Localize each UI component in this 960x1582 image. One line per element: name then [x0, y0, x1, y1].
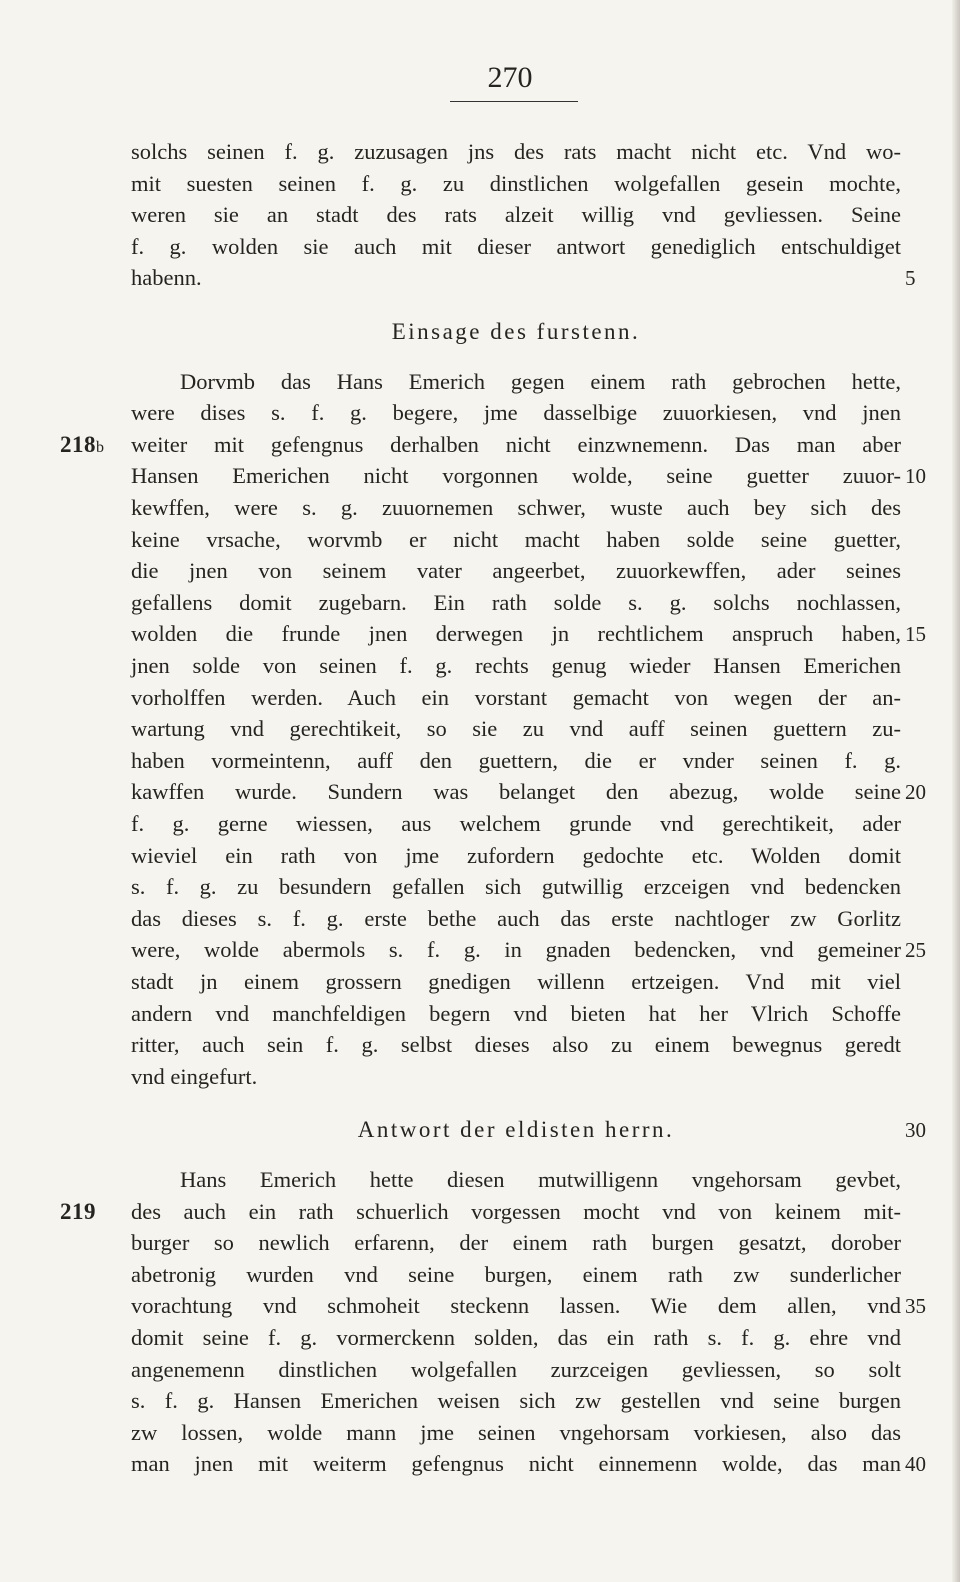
text-line: were, wolde abermols s. f. g. in gnaden bedencken, vnd gemeiner: [131, 937, 901, 963]
text-line: zw lossen, wolde mann jme seinen vngehorsam vorkiesen, also das: [131, 1419, 901, 1445]
text-line: andern vnd manchfeldigen begern vnd bieten hat her Vlrich Schoffe: [131, 1000, 901, 1026]
line-number: 20: [905, 780, 926, 805]
text-line: vnd eingefurt.: [131, 1063, 258, 1089]
text-line: s. f. g. Hansen Emerichen weisen sich zw gestellen vnd seine burgen: [131, 1388, 901, 1414]
text-line: f. g. wolden sie auch mit dieser antwort genediglich entschuldiget: [131, 233, 901, 259]
folio-suffix: b: [96, 438, 105, 456]
text-line: die jnen von seinem vater angeerbet, zuuorkewffen, ader seines: [131, 558, 901, 584]
text-line: man jnen mit weiterm gefengnus nicht einnemenn wolde, das man: [131, 1451, 901, 1477]
text-line: haben vormeintenn, auff den guettern, die er vnder seinen f. g.: [131, 747, 901, 773]
text-line: Hansen Emerichen nicht vorgonnen wolde, seine guetter zuuor-: [131, 463, 901, 489]
section-heading: Antwort der eldisten herrn.: [357, 1117, 675, 1143]
text-line: vorachtung vnd schmoheit steckenn lassen. Wie dem allen, vnd: [131, 1293, 901, 1319]
line-number: 15: [905, 622, 926, 647]
text-line: gefallens domit zugebarn. Ein rath solde s. g. solchs nochlassen,: [131, 589, 901, 615]
text-line: wolden die frunde jnen derwegen jn rechtlichem anspruch haben,: [131, 621, 901, 647]
text-line: das dieses s. f. g. erste bethe auch das erste nachtloger zw Gorlitz: [131, 905, 901, 931]
page-number: 270: [487, 61, 533, 94]
folio-marker: [60, 429, 135, 464]
text-line: abetronig wurden vnd seine burgen, einem rath zw sunderlicher: [131, 1261, 901, 1287]
text-line: vorholffen werden. Auch ein vorstant gemacht von wegen der an-: [131, 684, 901, 710]
text-line: were dises s. f. g. begere, jme dasselbige zuuorkiesen, vnd jnen: [131, 400, 901, 426]
text-line: des auch ein rath schuerlich vorgessen mocht vnd von keinem mit-: [131, 1198, 901, 1224]
text-line: Hans Emerich hette diesen mutwilligenn vngehorsam gevbet,: [180, 1167, 901, 1192]
text-line: angenemenn dinstlichen wolgefallen zurzceigen gevliessen, so solt: [131, 1356, 901, 1382]
folio-number: 218: [60, 431, 96, 457]
text-line: wartung vnd gerechtikeit, so sie zu vnd auff seinen guettern zu-: [131, 716, 901, 742]
section-heading: Einsage des furstenn.: [391, 319, 641, 344]
page-edge: [952, 0, 960, 1582]
text-line: solchs seinen f. g. zuzusagen jns des rats macht nicht etc. Vnd wo-: [131, 139, 901, 164]
line-number: 40: [905, 1452, 926, 1477]
text-line: weren sie an stadt des rats alzeit willig vnd gevliessen. Seine: [131, 202, 901, 228]
folio-number: 219: [60, 1198, 96, 1224]
text-line: Dorvmb das Hans Emerich gegen einem rath gebrochen hette,: [180, 368, 901, 394]
text-line: jnen solde von seinen f. g. rechts genug wieder Hansen Emerichen: [131, 653, 901, 678]
text-line: burger so newlich erfarenn, der einem rath burgen gesatzt, dorober: [131, 1230, 901, 1256]
page-number-rule: [450, 101, 578, 102]
line-number: 35: [905, 1294, 926, 1319]
text-line: ritter, auch sein f. g. selbst dieses also zu einem bewegnus geredt: [131, 1032, 901, 1058]
text-line: domit seine f. g. vormerckenn solden, das ein rath s. f. g. ehre vnd: [131, 1325, 901, 1350]
text-line: s. f. g. zu besundern gefallen sich gutwillig erzceigen vnd bedencken: [131, 874, 901, 900]
line-number: 10: [905, 464, 926, 489]
text-line: mit suesten seinen f. g. zu dinstlichen wolgefallen gesein mochte,: [131, 170, 901, 196]
text-line: stadt jn einem grossern gnedigen willenn ertzeigen. Vnd mit viel: [131, 969, 901, 994]
text-line: keine vrsache, worvmb er nicht macht haben solde seine guetter,: [131, 526, 901, 552]
text-line: habenn.: [131, 265, 202, 291]
line-number: 25: [905, 938, 926, 963]
text-line: kewffen, were s. g. zuuornemen schwer, wuste auch bey sich des: [131, 495, 901, 520]
folio-marker: [60, 1196, 135, 1228]
text-line: wieviel ein rath von jme zufordern gedochte etc. Wolden domit: [131, 842, 901, 868]
text-line: kawffen wurde. Sundern was belanget den abezug, wolde seine: [131, 779, 901, 805]
text-line: weiter mit gefengnus derhalben nicht einzwnemenn. Das man aber: [131, 431, 901, 457]
line-number: 5: [905, 266, 916, 291]
text-line: f. g. gerne wiessen, aus welchem grunde vnd gerechtikeit, ader: [131, 811, 901, 836]
line-number: 30: [905, 1118, 926, 1143]
